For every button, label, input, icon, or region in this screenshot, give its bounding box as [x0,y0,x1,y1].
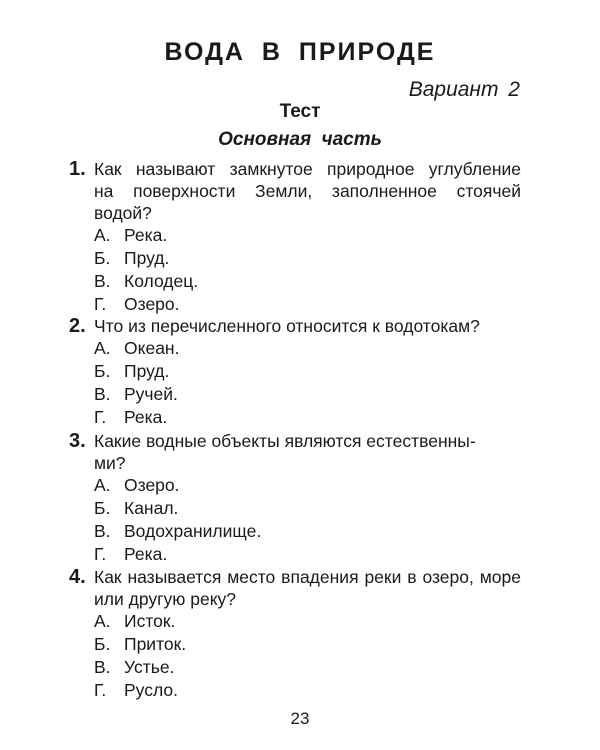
option-text: Колодец. [124,271,199,291]
answer-option [94,610,175,632]
answer-option [94,520,261,542]
option-text: Русло. [124,680,178,700]
option-letter: Г. [94,294,107,314]
option-text: Ручей. [124,384,178,404]
question-text: Что из перечисленного относится к водотокам? [94,316,480,336]
option-text: Пруд. [124,361,170,381]
answer-option [94,679,178,701]
option-text: Пруд. [124,248,170,268]
option-letter: А. [94,611,111,631]
page-title: ВОДА В ПРИРОДЕ [164,38,436,66]
option-letter: А. [94,338,111,358]
option-letter: Г. [94,680,107,700]
question-number: 1. [69,158,86,180]
option-letter: В. [94,657,111,677]
option-letter: В. [94,271,111,291]
option-letter: В. [94,384,111,404]
option-text: Исток. [124,611,176,631]
section-heading: Основная часть [218,129,382,150]
option-text: Приток. [124,634,187,654]
option-text: Река. [124,544,168,564]
question-number: 3. [69,430,86,452]
answer-option [94,383,178,405]
answer-option [94,270,198,292]
answer-option [94,337,179,359]
answer-option [94,656,174,678]
option-letter: Г. [94,544,107,564]
option-text: Озеро. [124,294,180,314]
variant-label: Вариант 2 [408,78,520,101]
answer-option [94,474,180,496]
answer-option [94,497,178,519]
page-number: 23 [290,709,310,728]
option-letter: Б. [94,248,111,268]
option-text: Канал. [124,498,179,518]
question-text: Какие водные объекты являются естественны- ми? [94,431,476,473]
question-text: Как называют замкнутое природное углубление на поверхности Земли, заполненное стоячей водой? [94,159,521,223]
answer-option [94,633,186,655]
answer-option [94,360,169,382]
answer-option [94,224,167,246]
option-text: Река. [124,407,168,427]
question-number: 2. [69,315,86,337]
option-letter: Б. [94,361,111,381]
answer-option [94,406,167,428]
answer-option [94,293,180,315]
answer-option [94,247,169,269]
option-letter: В. [94,521,111,541]
option-text: Водохранилище. [124,521,262,541]
option-letter: Г. [94,407,107,427]
question-text: Как называется место впадения реки в озеро, море или другую реку? [94,567,521,609]
option-text: Река. [124,225,168,245]
answer-option [94,543,167,565]
option-letter: А. [94,225,111,245]
option-letter: Б. [94,498,111,518]
question-number: 4. [69,566,86,588]
option-text: Устье. [124,657,175,677]
option-letter: А. [94,475,111,495]
test-heading: Тест [279,101,321,122]
option-text: Озеро. [124,475,180,495]
option-letter: Б. [94,634,111,654]
option-text: Океан. [124,338,180,358]
